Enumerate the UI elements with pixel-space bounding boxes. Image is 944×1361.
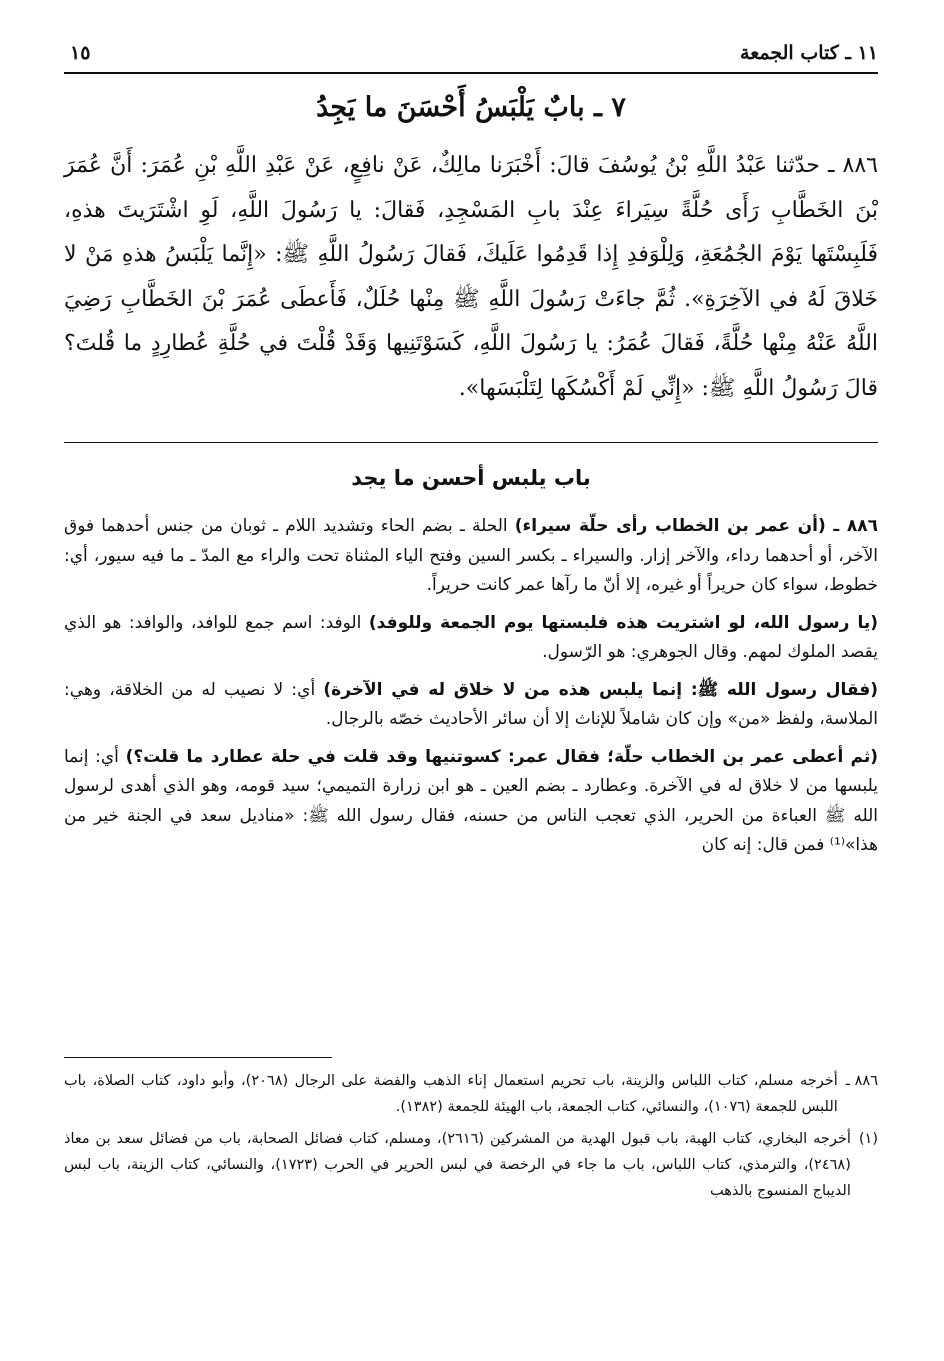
- commentary-paragraph: [64, 743, 878, 861]
- commentary-paragraph: [64, 609, 878, 668]
- footnotes: [64, 1068, 878, 1210]
- page-number: ١٥: [70, 42, 91, 64]
- commentary-lemma: (فقال رسول الله ﷺ: إنما يلبس هذه من لا خلاق له في الآخرة): [323, 679, 878, 700]
- commentary-paragraph: [64, 512, 878, 601]
- commentary-explanation: الحلة ـ بضم الحاء وتشديد اللام ـ ثوبان من جنس أحدهما فوق الآخر، أو أحدهما رداء، والآخر إزار. والسيراء ـ بكسر السين وفتح الياء المثناة تحت والراء مع المدّ ـ ما فيه سيور، أي: خطوط، سواء كان حريراً أو غيره، إلا أنّ ما رآها عمر كانت حريراً.: [64, 516, 878, 595]
- header-rule: [64, 72, 878, 74]
- footnote-divider: [64, 1057, 332, 1058]
- commentary-explanation: أي: إنما يلبسها من لا خلاق له في الآخرة. وعطارد ـ بضم العين ـ هو ابن زرارة التميمي؛ سيد قومه، وهو الذي أهدى لرسول الله ﷺ العباءة من الحرير، الذي تعجب الناس من حسنه، فقال رسول الله ﷺ: «مناديل سعد في الجنة خير من هذا»⁽¹⁾ فمن قال: إنه كان: [64, 746, 878, 855]
- commentary-title: باب يلبس أحسن ما يجد: [351, 466, 591, 490]
- footnote: [64, 1126, 878, 1204]
- commentary-body: [64, 512, 878, 869]
- footnote: [64, 1068, 878, 1120]
- hadith-text: ٨٨٦ ـ حدّثنا عَبْدُ اللَّهِ بْنُ يُوسُفَ قالَ: أَخْبَرَنا مالِكٌ، عَنْ نافِعٍ، عَنْ عَبْدِ اللَّهِ بْنِ عُمَرَ: أَنَّ عُمَرَ بْنَ الخَطَّابِ رَأَى حُلَّةً سِيَراءَ عِنْدَ بابِ المَسْجِدِ، فَقالَ: يا رَسُولَ اللَّهِ، لَوِ اشْتَرَيتَ هذهِ، فَلَبِسْتَها يَوْمَ الجُمُعَةِ، وَلِلْوَفدِ إِذا قَدِمُوا عَلَيكَ، فَقالَ رَسُولُ اللَّهِ ﷺ: «إِنَّما يَلْبَسُ هذهِ مَنْ لا خَلاقَ لَهُ في الآخِرَةِ». ثُمَّ جاءَتْ رَسُولَ اللَّهِ ﷺ مِنْها حُلَلٌ، فَأَعطَى عُمَرَ بْنَ الخَطَّابِ رَضِيَ اللَّهُ عَنْهُ مِنْها حُلَّةً، فَقالَ عُمَرُ: يا رَسُولَ اللَّهِ، كَسَوْتَنِيها وَقَدْ قُلْتَ في حُلَّةِ عُطارِدٍ ما قُلتَ؟ قالَ رَسُولُ اللَّهِ ﷺ: «إِنِّي لَمْ أَكْسُكَها لِتَلْبَسَها».: [64, 153, 878, 401]
- chapter-title: ١١ ـ كتاب الجمعة: [740, 42, 878, 64]
- commentary-lemma: (يا رسول الله، لو اشتريت هذه فلبستها يوم الجمعة وللوفد): [368, 612, 878, 633]
- section-divider: [64, 442, 878, 443]
- commentary-lemma: ٨٨٦ ـ (أن عمر بن الخطاب رأى حلّة سيراء): [514, 516, 878, 536]
- footnote-marker: (١): [858, 1131, 878, 1147]
- book-page: [64, 0, 878, 1361]
- footnote-marker: ٨٨٦ ـ: [845, 1073, 878, 1089]
- footnote-text: أخرجه البخاري، كتاب الهبة، باب قبول الهدية من المشركين (٢٦١٦)، ومسلم، كتاب فضائل الصحابة، باب من فضائل سعد بن معاذ (٢٤٦٨)، والترمذي، كتاب اللباس، باب ما جاء في الرخصة في لبس الحرير في الحرب (١٧٢٣)، والنسائي، كتاب الزينة، باب لبس الديباج المنسوج بالذهب: [64, 1131, 851, 1199]
- page-header: [64, 30, 878, 74]
- commentary-explanation: أي: لا نصيب له من الخلاقة، وهي: الملاسة، ولفظ «من» وإن كان شاملاً للإناث إلا أن سائر الأحاديث خصّه بالرجال.: [64, 679, 878, 729]
- footnote-text: أخرجه مسلم، كتاب اللباس والزينة، باب تحريم استعمال إناء الذهب والفضة على الرجال (٢٠٦٨)، وأبو داود، كتاب الصلاة، باب اللبس للجمعة (١٠٧٦)، والنسائي، كتاب الجمعة، باب الهيئة للجمعة (١٣٨٢).: [64, 1073, 838, 1115]
- commentary-explanation: الوفد: اسم جمع للوافد، والوافد: هو الذي يقصد الملوك لمهم. وقال الجوهري: هو الرّسول.: [64, 612, 878, 662]
- commentary-paragraph: [64, 676, 878, 735]
- commentary-lemma: (ثم أعطى عمر بن الخطاب حلّة؛ فقال عمر: كسوتنيها وقد قلت في حلة عطارد ما قلت؟): [125, 746, 878, 767]
- hadith-chapter-title: ٧ ـ بابٌ يَلْبَسُ أَحْسَنَ ما يَجِدُ: [316, 92, 626, 123]
